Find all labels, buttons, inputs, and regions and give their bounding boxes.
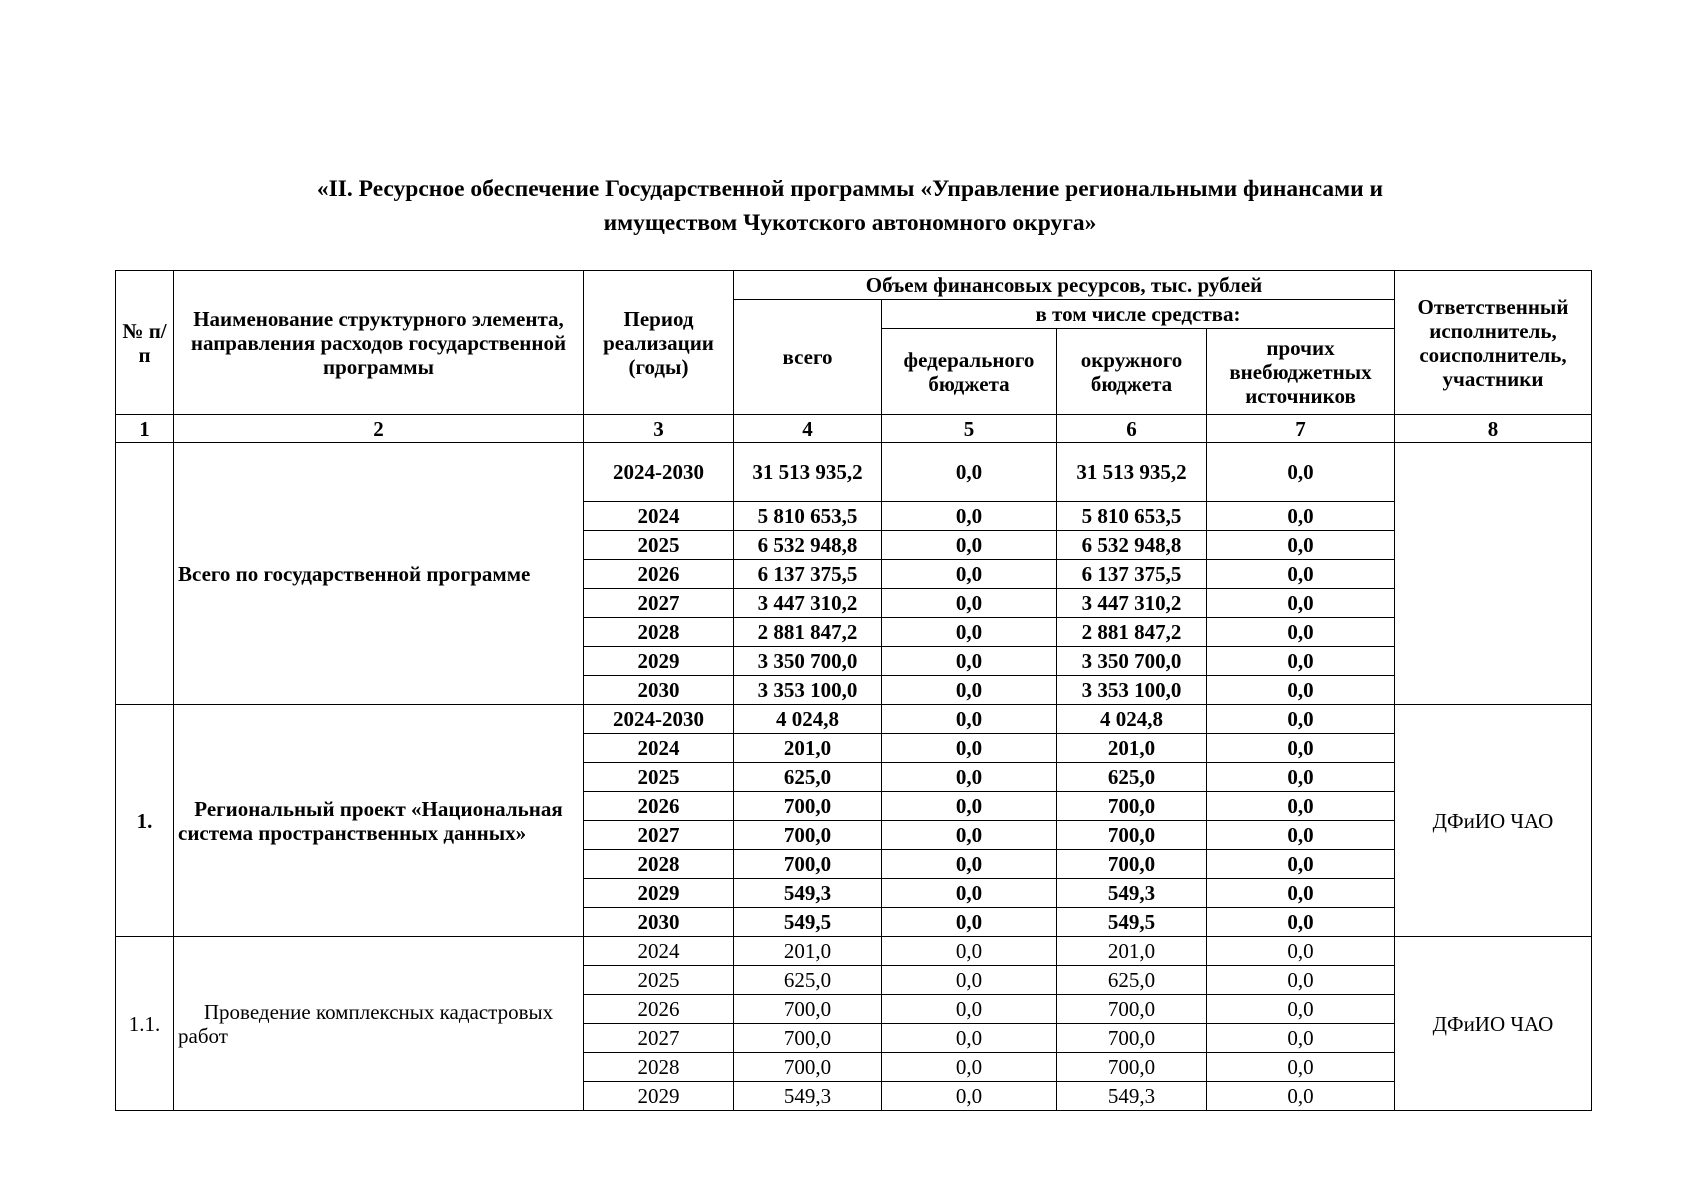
- cell-total: 6 137 375,5: [734, 560, 882, 589]
- column-number: 5: [882, 415, 1057, 443]
- cell-total: 700,0: [734, 1053, 882, 1082]
- cell-period: 2024: [584, 937, 734, 966]
- cell-period: 2028: [584, 850, 734, 879]
- cell-total: 4 024,8: [734, 705, 882, 734]
- cell-total: 2 881 847,2: [734, 618, 882, 647]
- table-row: [116, 443, 1592, 502]
- responsible-executor: ДФиИО ЧАО: [1395, 705, 1592, 937]
- cell-district: 201,0: [1057, 937, 1207, 966]
- cell-other: 0,0: [1207, 734, 1395, 763]
- cell-district: 700,0: [1057, 1053, 1207, 1082]
- cell-total: 549,3: [734, 879, 882, 908]
- cell-period: 2026: [584, 995, 734, 1024]
- cell-other: 0,0: [1207, 647, 1395, 676]
- cell-district: 6 137 375,5: [1057, 560, 1207, 589]
- column-number: 7: [1207, 415, 1395, 443]
- title-line-1: «II. Ресурсное обеспечение Государственной программы «Управление региональными финансами и: [316, 176, 1384, 202]
- cell-total: 700,0: [734, 850, 882, 879]
- header-num: № п/п: [116, 271, 174, 415]
- column-number: 6: [1057, 415, 1207, 443]
- cell-federal: 0,0: [882, 966, 1057, 995]
- cell-period: 2030: [584, 676, 734, 705]
- cell-total: 6 532 948,8: [734, 531, 882, 560]
- cell-federal: 0,0: [882, 705, 1057, 734]
- header-name: Наименование структурного элемента, направления расходов государственной программы: [174, 271, 584, 415]
- cell-federal: 0,0: [882, 850, 1057, 879]
- header-federal: федерального бюджета: [882, 329, 1057, 415]
- cell-total: 201,0: [734, 734, 882, 763]
- header-district: окружного бюджета: [1057, 329, 1207, 415]
- cell-federal: 0,0: [882, 676, 1057, 705]
- cell-district: 700,0: [1057, 792, 1207, 821]
- element-name: Региональный проект «Национальная система пространственных данных»: [174, 705, 584, 937]
- cell-district: 625,0: [1057, 966, 1207, 995]
- cell-other: 0,0: [1207, 531, 1395, 560]
- cell-district: 201,0: [1057, 734, 1207, 763]
- cell-other: 0,0: [1207, 821, 1395, 850]
- cell-district: 700,0: [1057, 1024, 1207, 1053]
- cell-district: 31 513 935,2: [1057, 443, 1207, 502]
- cell-other: 0,0: [1207, 502, 1395, 531]
- cell-district: 700,0: [1057, 821, 1207, 850]
- header-total: всего: [734, 300, 882, 415]
- cell-other: 0,0: [1207, 705, 1395, 734]
- cell-period: 2029: [584, 1082, 734, 1111]
- cell-period: 2024: [584, 734, 734, 763]
- cell-other: 0,0: [1207, 443, 1395, 502]
- cell-district: 3 353 100,0: [1057, 676, 1207, 705]
- cell-federal: 0,0: [882, 1082, 1057, 1111]
- cell-period: 2024: [584, 502, 734, 531]
- cell-federal: 0,0: [882, 734, 1057, 763]
- document-title: [100, 172, 1600, 240]
- cell-total: 625,0: [734, 966, 882, 995]
- cell-total: 3 447 310,2: [734, 589, 882, 618]
- cell-other: 0,0: [1207, 1082, 1395, 1111]
- cell-district: 549,3: [1057, 1082, 1207, 1111]
- cell-total: 5 810 653,5: [734, 502, 882, 531]
- cell-other: 0,0: [1207, 1024, 1395, 1053]
- cell-federal: 0,0: [882, 821, 1057, 850]
- row-number: [116, 443, 174, 705]
- cell-district: 3 350 700,0: [1057, 647, 1207, 676]
- cell-district: 549,3: [1057, 879, 1207, 908]
- cell-period: 2030: [584, 908, 734, 937]
- cell-other: 0,0: [1207, 618, 1395, 647]
- cell-federal: 0,0: [882, 589, 1057, 618]
- header-other: прочих внебюджетных источников: [1207, 329, 1395, 415]
- cell-other: 0,0: [1207, 966, 1395, 995]
- column-number: 2: [174, 415, 584, 443]
- cell-other: 0,0: [1207, 1053, 1395, 1082]
- cell-federal: 0,0: [882, 937, 1057, 966]
- cell-federal: 0,0: [882, 531, 1057, 560]
- element-name: Проведение комплексных кадастровых работ: [174, 937, 584, 1111]
- header-volume: Объем финансовых ресурсов, тыс. рублей: [734, 271, 1395, 300]
- column-number: 4: [734, 415, 882, 443]
- cell-period: 2027: [584, 1024, 734, 1053]
- cell-total: 201,0: [734, 937, 882, 966]
- column-number: 8: [1395, 415, 1592, 443]
- responsible-executor: [1395, 443, 1592, 705]
- cell-period: 2027: [584, 821, 734, 850]
- cell-district: 2 881 847,2: [1057, 618, 1207, 647]
- cell-period: 2028: [584, 1053, 734, 1082]
- cell-district: 4 024,8: [1057, 705, 1207, 734]
- cell-district: 6 532 948,8: [1057, 531, 1207, 560]
- cell-period: 2026: [584, 792, 734, 821]
- cell-period: 2029: [584, 879, 734, 908]
- cell-total: 700,0: [734, 792, 882, 821]
- header-responsible: Ответственный исполнитель, соисполнитель, участники: [1395, 271, 1592, 415]
- column-numbers-row: [116, 415, 1592, 443]
- cell-total: 3 350 700,0: [734, 647, 882, 676]
- cell-district: 549,5: [1057, 908, 1207, 937]
- cell-other: 0,0: [1207, 792, 1395, 821]
- cell-federal: 0,0: [882, 879, 1057, 908]
- cell-period: 2026: [584, 560, 734, 589]
- cell-federal: 0,0: [882, 763, 1057, 792]
- cell-other: 0,0: [1207, 937, 1395, 966]
- cell-other: 0,0: [1207, 908, 1395, 937]
- cell-federal: 0,0: [882, 1053, 1057, 1082]
- header-incl: в том числе средства:: [882, 300, 1395, 329]
- cell-district: 700,0: [1057, 850, 1207, 879]
- cell-total: 549,5: [734, 908, 882, 937]
- cell-total: 549,3: [734, 1082, 882, 1111]
- cell-federal: 0,0: [882, 995, 1057, 1024]
- cell-other: 0,0: [1207, 850, 1395, 879]
- cell-district: 700,0: [1057, 995, 1207, 1024]
- cell-total: 625,0: [734, 763, 882, 792]
- cell-other: 0,0: [1207, 560, 1395, 589]
- table-row: [116, 937, 1592, 966]
- cell-federal: 0,0: [882, 908, 1057, 937]
- column-number: 1: [116, 415, 174, 443]
- cell-total: 3 353 100,0: [734, 676, 882, 705]
- title-line-2: имуществом Чукотского автономного округа»: [603, 210, 1097, 236]
- cell-other: 0,0: [1207, 995, 1395, 1024]
- cell-total: 700,0: [734, 821, 882, 850]
- cell-period: 2027: [584, 589, 734, 618]
- cell-district: 5 810 653,5: [1057, 502, 1207, 531]
- cell-total: 700,0: [734, 995, 882, 1024]
- cell-period: 2025: [584, 763, 734, 792]
- cell-federal: 0,0: [882, 792, 1057, 821]
- cell-other: 0,0: [1207, 763, 1395, 792]
- cell-period: 2025: [584, 531, 734, 560]
- header-period: Период реализации (годы): [584, 271, 734, 415]
- table-body: [116, 443, 1592, 1111]
- table-row: [116, 705, 1592, 734]
- cell-federal: 0,0: [882, 443, 1057, 502]
- cell-period: 2024-2030: [584, 443, 734, 502]
- cell-district: 625,0: [1057, 763, 1207, 792]
- cell-federal: 0,0: [882, 647, 1057, 676]
- resource-table: [115, 270, 1592, 1111]
- element-name: Всего по государственной программе: [174, 443, 584, 705]
- row-number: 1.1.: [116, 937, 174, 1111]
- cell-federal: 0,0: [882, 1024, 1057, 1053]
- row-number: 1.: [116, 705, 174, 937]
- cell-other: 0,0: [1207, 589, 1395, 618]
- cell-other: 0,0: [1207, 676, 1395, 705]
- cell-period: 2029: [584, 647, 734, 676]
- cell-period: 2028: [584, 618, 734, 647]
- cell-federal: 0,0: [882, 502, 1057, 531]
- cell-period: 2025: [584, 966, 734, 995]
- cell-district: 3 447 310,2: [1057, 589, 1207, 618]
- column-number: 3: [584, 415, 734, 443]
- cell-federal: 0,0: [882, 618, 1057, 647]
- cell-total: 31 513 935,2: [734, 443, 882, 502]
- responsible-executor: ДФиИО ЧАО: [1395, 937, 1592, 1111]
- cell-federal: 0,0: [882, 560, 1057, 589]
- cell-total: 700,0: [734, 1024, 882, 1053]
- cell-other: 0,0: [1207, 879, 1395, 908]
- cell-period: 2024-2030: [584, 705, 734, 734]
